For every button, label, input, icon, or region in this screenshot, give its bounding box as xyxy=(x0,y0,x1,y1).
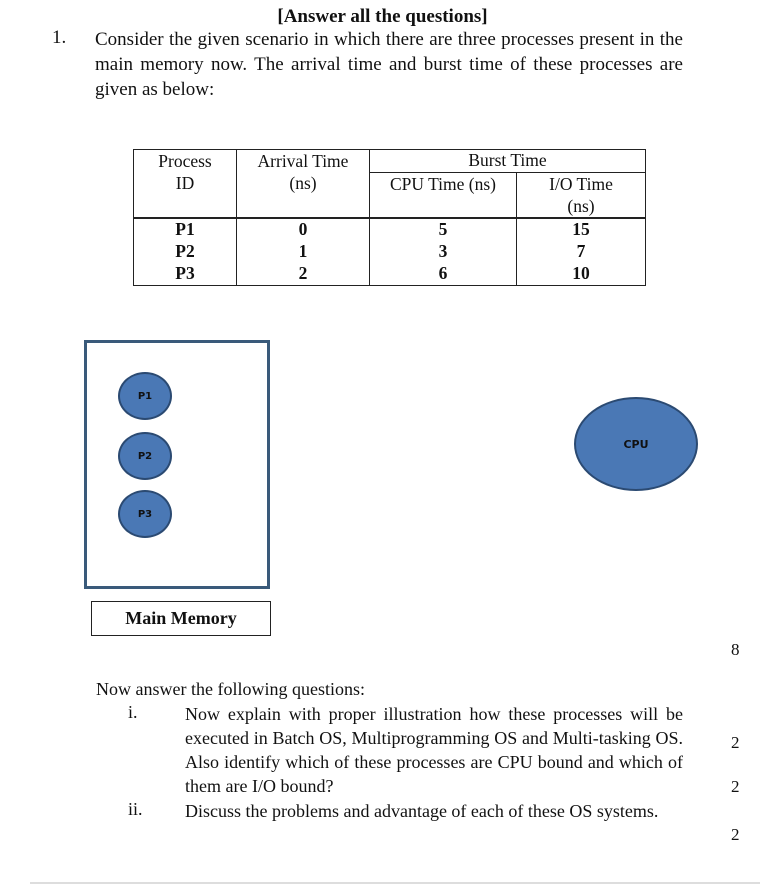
col-arrival-header: Arrival Time (ns) xyxy=(237,150,370,219)
subquestion-marks: 2 xyxy=(731,733,740,752)
main-memory-box xyxy=(84,340,270,589)
table-row: P1 0 5 15 xyxy=(134,218,646,241)
subquestion-text: Now explain with proper illustration how these processes will be executed in Batch OS, Multiprogramming OS and Multi-tasking OS. Also identify which of these processes are CPU bound and which of them are I/O bound? xyxy=(185,704,683,796)
process-circle-p1: P1 xyxy=(118,372,172,420)
col-io-header: I/O Time (ns) xyxy=(517,173,646,219)
question-marks: 8 xyxy=(731,640,740,659)
question-number: 1. xyxy=(52,27,67,48)
question-intro: Consider the given scenario in which there are three processes present in the main memory now. The arrival time and burst time of these processes are given as below: xyxy=(95,29,683,100)
followup-lead: Now answer the following questions: xyxy=(96,679,365,699)
subquestion-number: ii. xyxy=(128,799,143,819)
table-row: P3 2 6 10 xyxy=(134,263,646,286)
subquestion-number: i. xyxy=(128,702,138,722)
process-circle-p2: P2 xyxy=(118,432,172,480)
main-memory-label: Main Memory xyxy=(91,601,271,636)
col-process-header: Process ID xyxy=(134,150,237,219)
subquestion-marks: 2 xyxy=(731,825,740,844)
subquestion-marks: 2 xyxy=(731,777,740,796)
cpu-circle: CPU xyxy=(574,397,698,491)
process-circle-p3: P3 xyxy=(118,490,172,538)
table-row: P2 1 3 7 xyxy=(134,241,646,263)
subquestion-text: Discuss the problems and advantage of each of these OS systems. xyxy=(185,801,659,821)
col-cpu-header: CPU Time (ns) xyxy=(370,173,517,219)
col-burst-header: Burst Time xyxy=(370,150,646,173)
process-table xyxy=(133,149,646,286)
bottom-divider xyxy=(30,882,760,884)
page-header: [Answer all the questions] xyxy=(277,6,488,27)
